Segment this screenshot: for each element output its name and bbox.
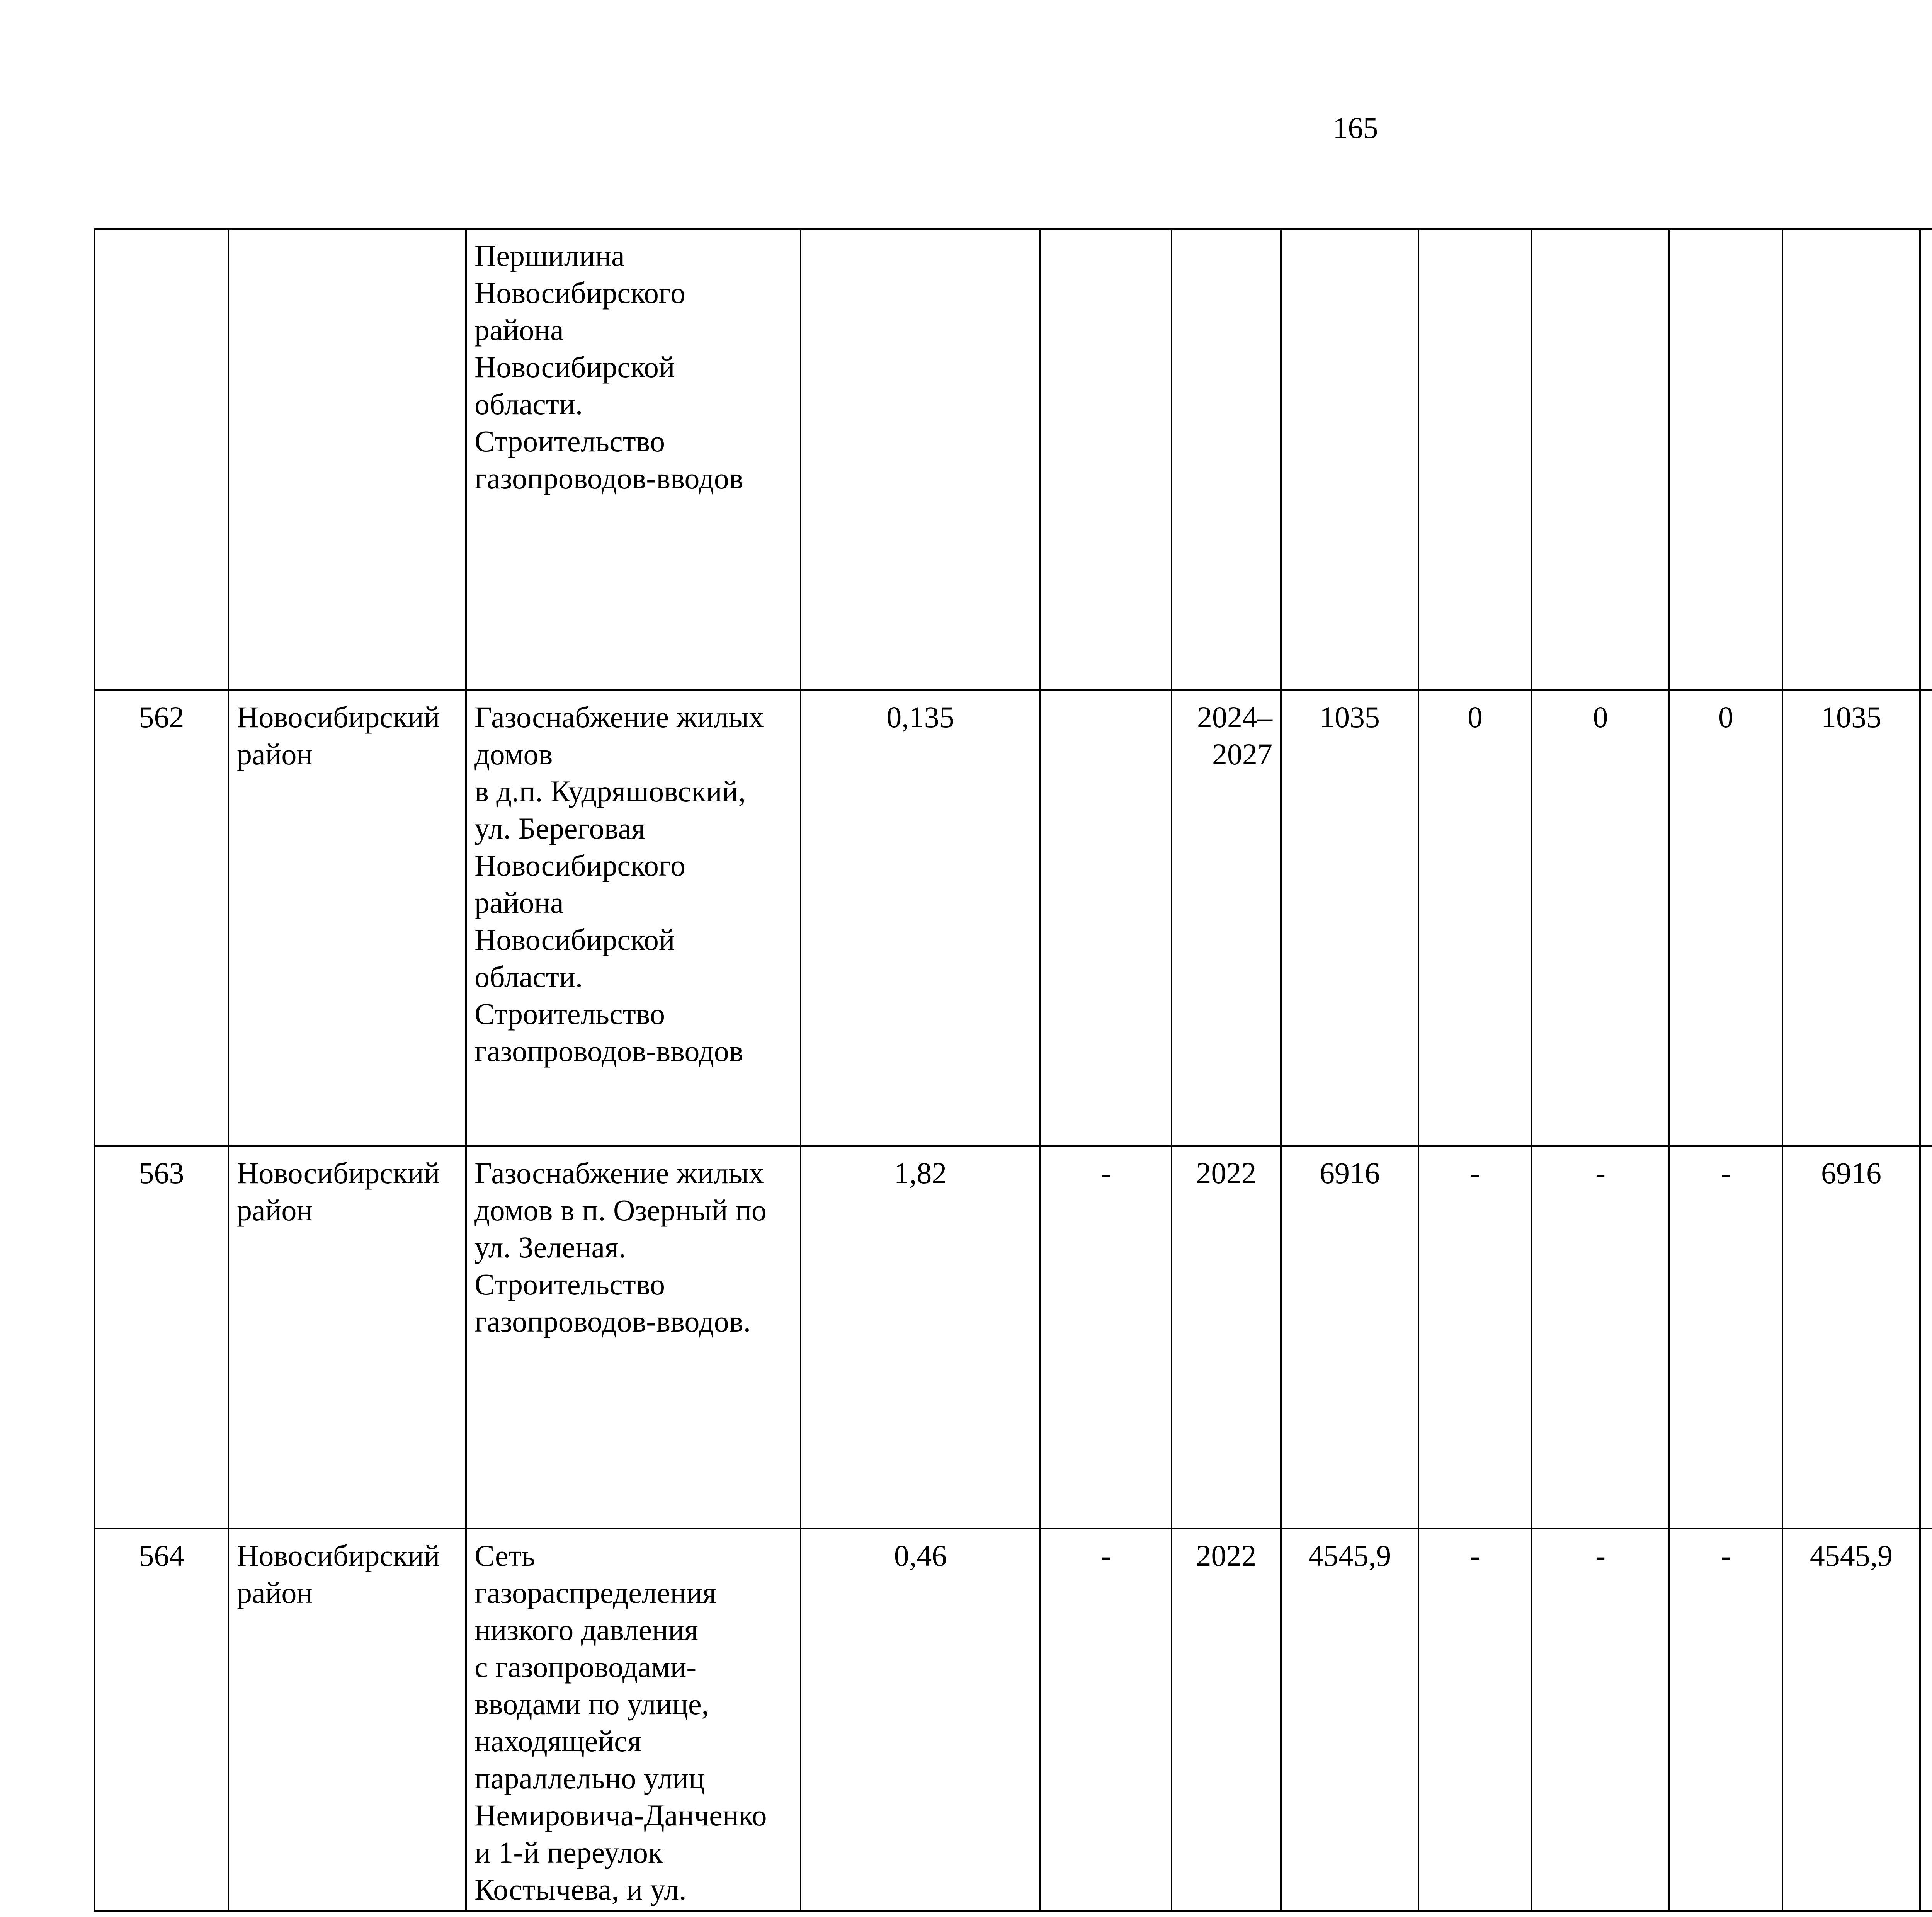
cell-year-4 — [1782, 229, 1920, 690]
cell-year-1: - — [1418, 1146, 1532, 1529]
cell-year-4: 4545,9 — [1782, 1529, 1920, 1911]
cell-years: 2022 — [1172, 1146, 1281, 1529]
cell-total: 1035 — [1281, 690, 1418, 1146]
cell-district: Новосибирский район — [228, 1146, 466, 1529]
cell-object: Сеть газораспределения низкого давления с газопроводами- вводами по улице, находящейся параллельно улиц Немировича-Данченко и 1-й переулок Костычева, и ул. — [466, 1529, 801, 1911]
cell-years — [1172, 229, 1281, 690]
cell-total: 6916 — [1281, 1146, 1418, 1529]
cell-length: 1,82 — [801, 1146, 1040, 1529]
table-row — [95, 229, 1932, 690]
cell-pressure: - — [1040, 1146, 1172, 1529]
cell-year-1: 0 — [1418, 690, 1532, 1146]
cell-object: Газоснабжение жилых домов в д.п. Кудряшовский, ул. Береговая Новосибирского района Новосибирской области. Строительство газопроводов-вводов — [466, 690, 801, 1146]
cell-pressure — [1040, 690, 1172, 1146]
cell-operator — [1920, 690, 1932, 1146]
cell-operator — [1920, 229, 1932, 690]
cell-total: 4545,9 — [1281, 1529, 1418, 1911]
cell-year-3: - — [1669, 1146, 1782, 1529]
cell-length: 0,135 — [801, 690, 1040, 1146]
cell-length — [801, 229, 1040, 690]
cell-year-4: 6916 — [1782, 1146, 1920, 1529]
cell-object: Газоснабжение жилых домов в п. Озерный по ул. Зеленая. Строительство газопроводов-вводов. — [466, 1146, 801, 1529]
table-row — [95, 690, 1932, 1146]
cell-number: 562 — [95, 690, 228, 1146]
cell-district — [228, 229, 466, 690]
cell-year-1 — [1418, 229, 1532, 690]
cell-total — [1281, 229, 1418, 690]
cell-year-1: - — [1418, 1529, 1532, 1911]
cell-number: 564 — [95, 1529, 228, 1911]
cell-year-2: - — [1532, 1529, 1669, 1911]
cell-object: Першилина Новосибирского района Новосибирской области. Строительство газопроводов-вводов — [466, 229, 801, 690]
cell-year-2: - — [1532, 1146, 1669, 1529]
data-table — [94, 228, 1932, 1912]
cell-pressure — [1040, 229, 1172, 690]
cell-years: 2022 — [1172, 1529, 1281, 1911]
cell-year-3: 0 — [1669, 690, 1782, 1146]
cell-years: 2024– 2027 — [1172, 690, 1281, 1146]
table-row — [95, 1146, 1932, 1529]
cell-year-4: 1035 — [1782, 690, 1920, 1146]
cell-year-2 — [1532, 229, 1669, 690]
cell-district: Новосибирский район — [228, 1529, 466, 1911]
cell-year-3 — [1669, 229, 1782, 690]
cell-number: 563 — [95, 1146, 228, 1529]
table-row — [95, 1529, 1932, 1911]
cell-operator — [1920, 1146, 1932, 1529]
cell-year-3: - — [1669, 1529, 1782, 1911]
cell-pressure: - — [1040, 1529, 1172, 1911]
cell-year-2: 0 — [1532, 690, 1669, 1146]
page-number: 165 — [1333, 111, 1378, 145]
cell-length: 0,46 — [801, 1529, 1040, 1911]
cell-operator — [1920, 1529, 1932, 1911]
cell-district: Новосибирский район — [228, 690, 466, 1146]
cell-number — [95, 229, 228, 690]
